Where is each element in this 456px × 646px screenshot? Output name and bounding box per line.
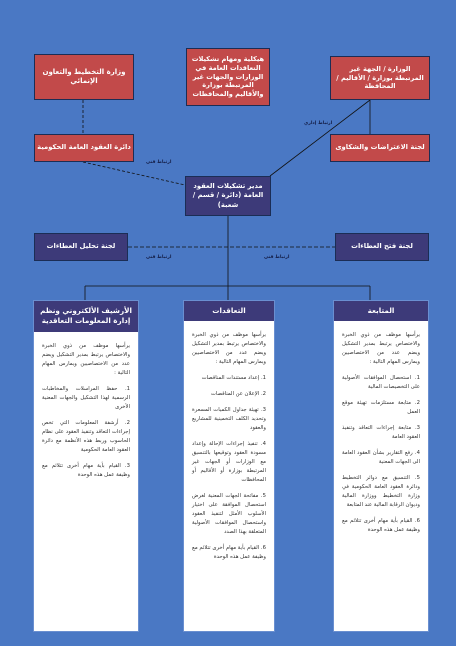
archive-body <box>34 332 138 493</box>
contracts-item: 3. تهيئة جداول الكميات المسعرة وتحديد الكلف التخمينية للمشاريع والعقود <box>192 407 266 432</box>
contracts-column <box>183 300 275 632</box>
archive-item: 3. القيام بأية مهام أخرى تتلائم مع وظيفة عمل هذه الوحدة <box>42 462 130 478</box>
gov-contracts-dept-label: دائرة العقود العامة الحكومية <box>37 143 131 152</box>
contracts-item: 5. مفاتحة الجهات المعنية لغرض استحصال الموافقة على اختيار الأسلوب الأمثل لتنفيذ العقود واستحصال الموافقات الأصولية المتعلقة بهذا الصدد <box>192 493 266 536</box>
archive-title: الأرشيف الألكتروني ونظم إدارة المعلومات التعاقدية <box>34 301 138 332</box>
followup-item: 2. متابعة مستلزمات تهيئة موقع العمل <box>342 400 420 416</box>
followup-item: 4. رفع التقارير بشأن العقود العامة الى الجهات المعنية <box>342 450 420 466</box>
archive-column <box>33 300 139 632</box>
objections-committee-box <box>330 134 430 162</box>
contracts-item: 2. الإعلان عن المناقصات <box>210 391 266 398</box>
contracts-item: 6. القيام بأية مهام أخرى تتلائم مع وظيفة عمل هذه الوحدة <box>192 545 266 561</box>
structure-title-box <box>186 48 270 106</box>
ministry-entity-box <box>330 56 430 100</box>
admin-link-label: ارتباط إداري <box>304 121 333 126</box>
followup-column <box>333 300 429 632</box>
followup-body <box>334 321 428 548</box>
followup-title: المتابعة <box>334 301 428 321</box>
objections-committee-label: لجنة الاعتراضات والشكاوى <box>335 143 425 152</box>
followup-item: 3. متابعة إجراءات التعاقد وتنفيذ العقود العامة <box>342 425 420 441</box>
bid-analysis-committee-box <box>34 233 128 261</box>
bid-opening-committee-box <box>335 233 429 261</box>
tech-link-label-upper: ارتباط فني <box>146 160 172 165</box>
contracts-title: التعاقدات <box>184 301 274 321</box>
archive-item: يرأسها موظف من ذوي الخبرة والاختصاص يرتبط بمدير التشكيل ويضم عدد من الاختصاصيين ويمارس المهام التالية : <box>42 342 130 376</box>
contracts-item: 1. إعداد مستندات المناقصات <box>201 375 266 382</box>
planning-ministry-box <box>34 54 134 100</box>
ministry-entity-label: الوزارة / الجهة غير المرتبطة بوزارة / الأقاليم / المحافظة <box>336 64 424 91</box>
followup-item: 5. التنسيق مع دوائر التخطيط ودائرة العقود العامة الحكومية في وزارة التخطيط ووزارة المالية وديوان الرقابة المالية عند المتابعة <box>342 475 420 509</box>
followup-item: 6. القيام بأية مهام أخرى تتلائم مع وظيفة عمل هذه الوحدة <box>342 518 420 534</box>
tech-link-label-right: ارتباط فني <box>264 255 290 260</box>
bid-opening-committee-label: لجنة فتح العطاءات <box>351 242 413 251</box>
contracts-body <box>184 321 274 575</box>
tech-link-label-left: ارتباط فني <box>146 255 172 260</box>
structure-title-label: هيكلية ومهام تشكيلات التعاقدات العامة في الوزارات والجهات غير المرتبطة بوزارة والأقاليم والمحافظات <box>191 54 265 99</box>
contracts-item: يرأسها موظف من ذوي الخبرة والاختصاص يرتبط بمدير التشكيل ويضم عدد من الاختصاصيين ويمارس المهام التالية : <box>192 332 266 366</box>
director-box <box>185 176 271 216</box>
gov-contracts-dept-box <box>34 134 134 162</box>
followup-item: 1. استحصال الموافقات الأصولية على التخصيصات المالية <box>342 375 420 391</box>
director-label: مدير تشكيلات العقود العامة (دائرة / قسم / شعبة) <box>192 182 264 209</box>
bid-analysis-committee-label: لجنة تحليل العطاءات <box>46 242 116 251</box>
contracts-item: 4. تنفيذ إجراءات الإحالة وإعداد مسودة العقود وتوقيعها بالتنسيق مع الوزارات أو الجهات غير المرتبطة بوزارة أو الأقاليم أو المحافظات <box>192 441 266 484</box>
planning-ministry-label: وزارة التخطيط والتعاون الإنمائي <box>42 67 126 85</box>
archive-item: 1. حفظ المراسلات والمخاطبات الرسمية لهذا التشكيل والجهات المعنية الأخرى <box>42 385 130 410</box>
archive-item: 2. أرشفة المعلومات التي تخص إجراءات التعاقد وتنفيذ العقود على نظام الحاسوب وربط هذه الأنظمة مع دائرة العقود العامة الحكومية <box>42 419 130 453</box>
followup-item: يرأسها موظف من ذوي الخبرة والاختصاص يرتبط بمدير التشكيل ويضم عدد من الاختصاصيين ويمارس المهام التالية : <box>342 332 420 366</box>
